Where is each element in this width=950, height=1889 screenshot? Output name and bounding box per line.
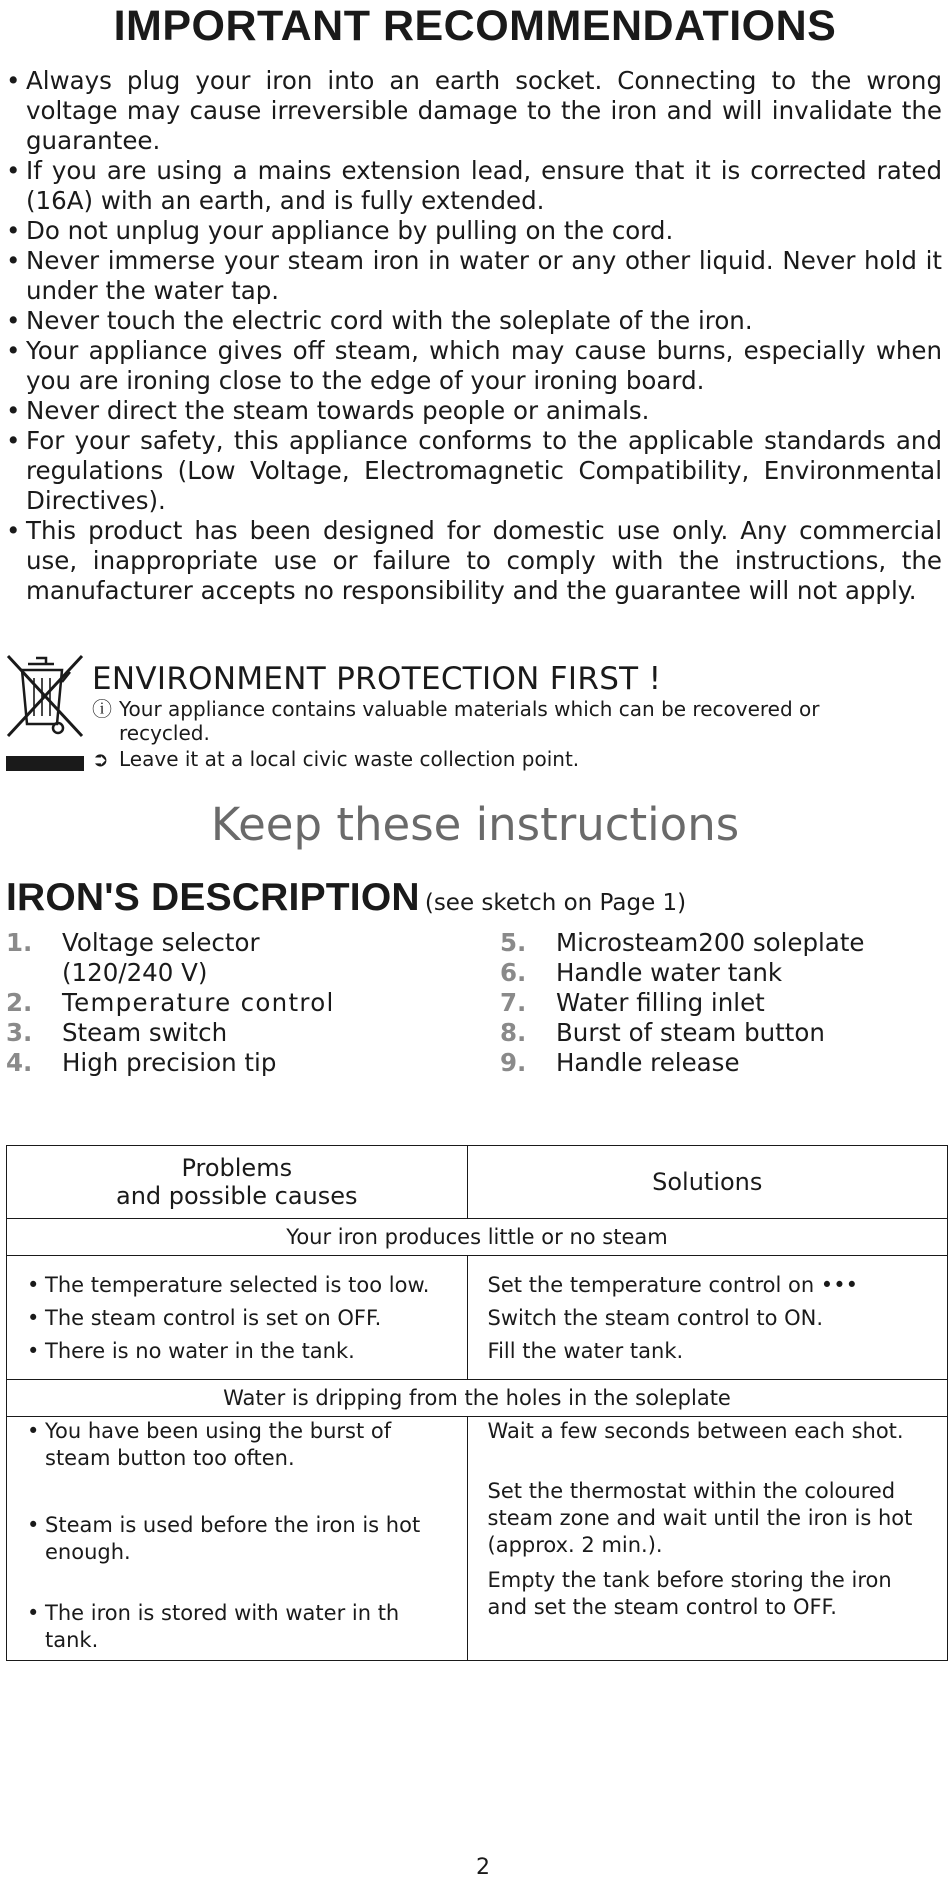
part-number: 9.: [500, 1048, 527, 1077]
recommendation-item: • Never direct the steam towards people or animals.: [6, 396, 942, 426]
solution-item: Fill the water tank.: [487, 1339, 684, 1363]
cause-item: • Steam is used before the iron is hot enough.: [7, 1512, 467, 1600]
environment-arrow-text: Leave it at a local civic waste collection point.: [119, 747, 580, 771]
recommendation-item: • Always plug your iron into an earth socket. Connecting to the wrong voltage may cause irreversible damage to the iron and will invalidate the guarantee.: [6, 66, 942, 156]
page-title: IMPORTANT RECOMMENDATIONS: [113, 2, 837, 50]
part-label: Steam switch: [62, 1018, 228, 1047]
cause-item: • There is no water in the tank.: [7, 1338, 467, 1371]
recommendations-list: [6, 66, 942, 606]
part-item: [6, 1048, 476, 1078]
description-heading: [6, 876, 686, 920]
part-number: 2.: [6, 988, 33, 1017]
solution-item: Set the thermostat within the coloured steam zone and wait until the iron is hot (approx. 2 min.).: [487, 1479, 913, 1557]
section-title: Your iron produces little or no steam: [7, 1219, 948, 1256]
part-number: 3.: [6, 1018, 33, 1047]
cause-item: • You have been using the burst of steam button too often.: [7, 1418, 467, 1512]
solution-item: Switch the steam control to ON.: [487, 1306, 824, 1330]
part-sublabel: (120/240 V): [62, 958, 208, 987]
header-problems-line1: Problems: [181, 1154, 293, 1182]
section-row: [7, 1219, 948, 1256]
part-item: [500, 1048, 940, 1078]
table-row: [7, 1256, 948, 1380]
part-item: [6, 928, 476, 988]
part-label: Handle release: [556, 1048, 740, 1077]
part-item: [500, 1018, 940, 1048]
part-label: Voltage selector: [62, 928, 260, 957]
solution-item: Wait a few seconds between each shot.: [487, 1419, 904, 1443]
description-note: (see sketch on Page 1): [424, 890, 687, 916]
info-icon: ⓘ: [92, 697, 112, 721]
recommendation-item: • If you are using a mains extension lead, ensure that it is corrected rated (16A) with an earth, and is fully extended.: [6, 156, 942, 216]
environment-info-line: [92, 697, 942, 721]
section-row: [7, 1380, 948, 1417]
part-label: Water filling inlet: [556, 988, 765, 1017]
table-header-row: [7, 1146, 948, 1219]
part-label: Burst of steam button: [556, 1018, 825, 1047]
causes-cell: [7, 1417, 468, 1661]
environment-info-text: Your appliance contains valuable materials which can be recovered or: [119, 697, 820, 721]
part-number: 5.: [500, 928, 527, 957]
solutions-cell: [467, 1417, 947, 1661]
header-problems-line2: and possible causes: [115, 1182, 358, 1210]
cause-item: • The steam control is set on OFF.: [7, 1305, 467, 1338]
cause-item: • The temperature selected is too low.: [7, 1272, 467, 1305]
arrow-icon: ➲: [92, 747, 109, 771]
part-label: High precision tip: [62, 1048, 277, 1077]
solutions-cell: [467, 1256, 947, 1380]
section-title: Water is dripping from the holes in the soleplate: [7, 1380, 948, 1417]
header-solutions: Solutions: [467, 1146, 947, 1219]
parts-list-left: [6, 928, 476, 1078]
recommendation-item: • Do not unplug your appliance by pulling on the cord.: [6, 216, 942, 246]
parts-list-right: [500, 928, 940, 1078]
part-label: Handle water tank: [556, 958, 783, 987]
part-item: [500, 988, 940, 1018]
part-label: Microsteam200 soleplate: [556, 928, 865, 957]
crossed-out-wheelie-bin-icon: [4, 648, 86, 772]
part-label: Temperature control: [62, 988, 335, 1017]
environment-title: ENVIRONMENT PROTECTION FIRST !: [92, 661, 662, 697]
part-number: 8.: [500, 1018, 527, 1047]
environment-info-text-continued: recycled.: [119, 721, 210, 745]
part-number: 6.: [500, 958, 527, 987]
solution-item: Empty the tank before storing the iron and set the steam control to OFF.: [487, 1568, 892, 1619]
part-item: [6, 988, 476, 1018]
part-number: 1.: [6, 928, 33, 957]
keep-instructions-title: Keep these instructions: [210, 798, 740, 851]
part-number: 7.: [500, 988, 527, 1017]
header-problems: [7, 1146, 468, 1219]
causes-cell: [7, 1256, 468, 1380]
recommendation-item: • For your safety, this appliance conforms to the applicable standards and regulations (Low Voltage, Electromagnetic Compatibility, Environmental Directives).: [6, 426, 942, 516]
recommendation-item: • Never immerse your steam iron in water or any other liquid. Never hold it under the water tap.: [6, 246, 942, 306]
recommendation-item: • This product has been designed for domestic use only. Any commercial use, inappropriate use or failure to comply with the instructions, the manufacturer accepts no responsibility and the guarantee will not apply.: [6, 516, 942, 606]
environment-arrow-line: [92, 747, 942, 771]
recommendation-item: • Your appliance gives off steam, which may cause burns, especially when you are ironing close to the edge of your ironing board.: [6, 336, 942, 396]
recommendation-item: • Never touch the electric cord with the soleplate of the iron.: [6, 306, 942, 336]
description-title: IRON'S DESCRIPTION: [6, 876, 420, 919]
part-item: [500, 958, 940, 988]
part-item: [6, 1018, 476, 1048]
table-row: [7, 1417, 948, 1661]
part-item: [500, 928, 940, 958]
troubleshooting-table: [6, 1145, 948, 1661]
solution-item: Set the temperature control on •••: [487, 1273, 858, 1297]
cause-item: • The iron is stored with water in th tank.: [7, 1600, 467, 1654]
page-number: 2: [476, 1855, 490, 1880]
part-number: 4.: [6, 1048, 33, 1077]
